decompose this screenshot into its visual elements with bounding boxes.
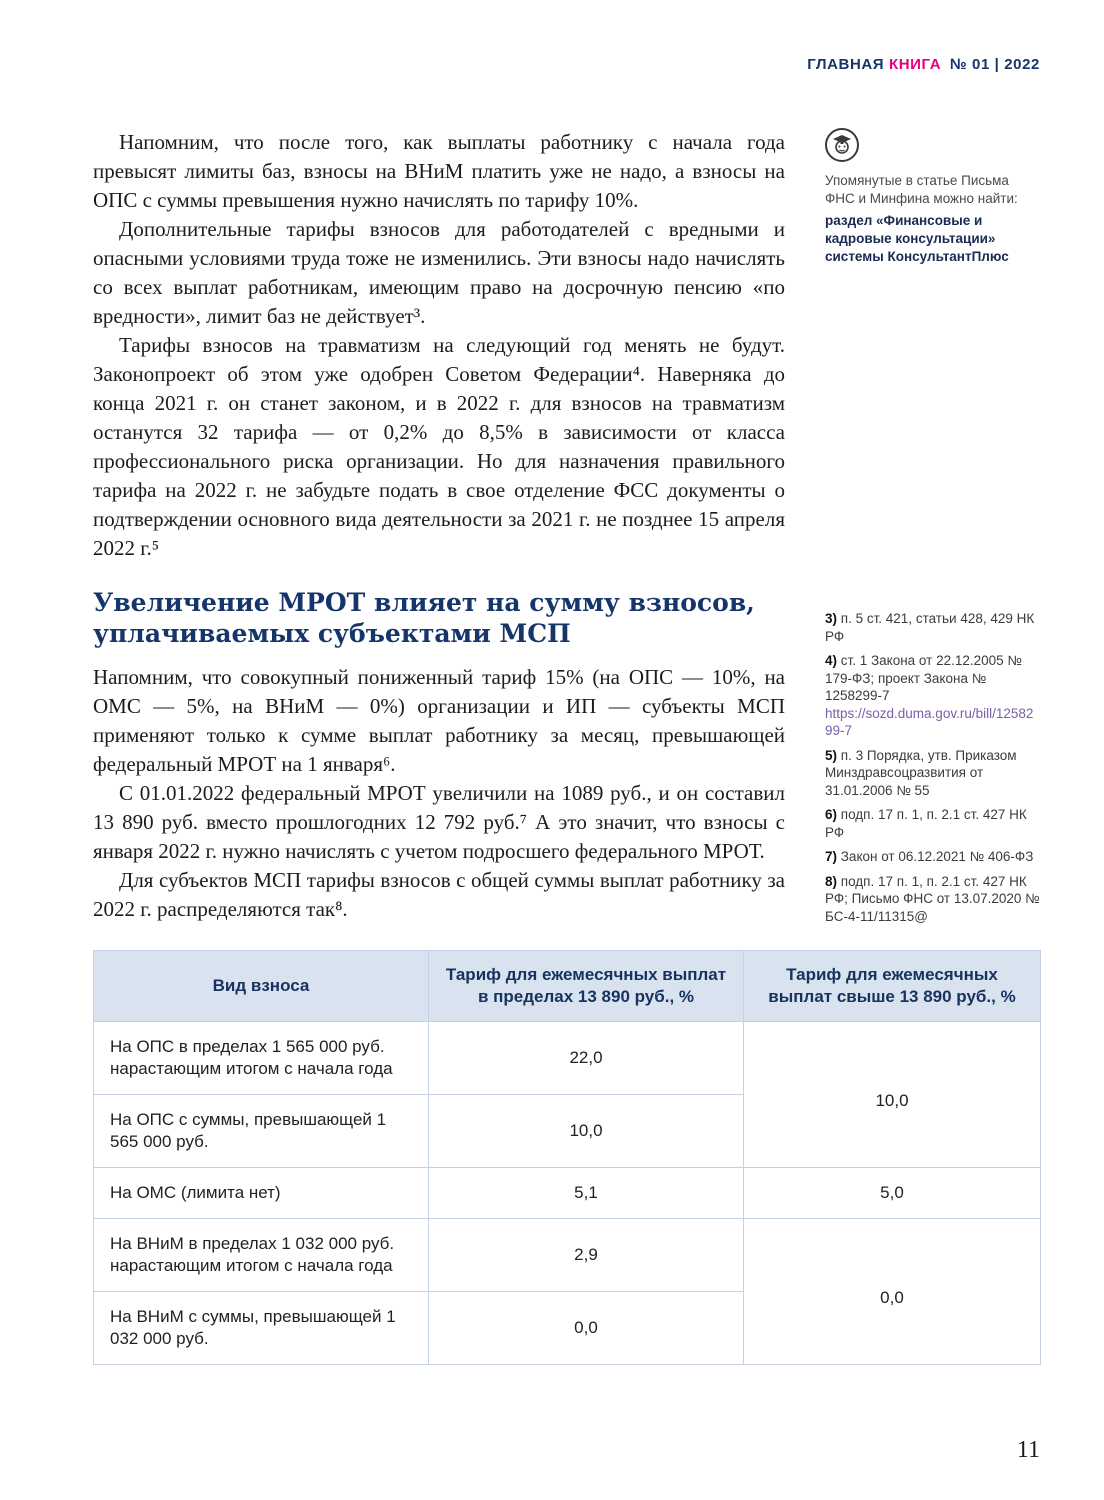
tariff-above-value: 0,0 <box>744 1219 1041 1365</box>
footnote-number: 3) <box>825 611 838 626</box>
footnote-6 <box>825 806 1040 841</box>
body-paragraph: Для субъектов МСП тарифы взносов с общей суммы выплат работнику за 2022 г. распределяются так⁸. <box>93 868 785 921</box>
tariff-table <box>93 950 1041 1365</box>
consultant-note <box>825 128 1040 266</box>
col-header-vid-vznosa: Вид взноса <box>94 951 429 1022</box>
footnote-7 <box>825 848 1040 866</box>
row-label: На ОПС с суммы, превышающей 1 565 000 руб. <box>94 1095 429 1168</box>
footnote-text: Закон от 06.12.2021 № 406-ФЗ <box>840 849 1034 864</box>
row-label: На ОПС в пределах 1 565 000 руб. нарастающим итогом с начала года <box>94 1022 429 1095</box>
footnote-5 <box>825 747 1040 800</box>
brand-word-glavnaya: ГЛАВНАЯ <box>807 56 885 73</box>
col-header-tariff-within: Тариф для ежемесячных выплат в пределах 13 890 руб., % <box>429 951 744 1022</box>
issue-number: № 01 | 2022 <box>949 56 1040 73</box>
table-row <box>94 1168 1041 1219</box>
article-column <box>93 128 785 928</box>
footnote-text: подп. 17 п. 1, п. 2.1 ст. 427 НК РФ <box>825 807 1027 840</box>
footnote-text: подп. 17 п. 1, п. 2.1 ст. 427 НК РФ; Письмо ФНС от 13.07.2020 № БС-4-11/11315@ <box>825 873 1040 924</box>
tariff-within-value: 22,0 <box>429 1022 744 1095</box>
body-paragraph: Дополнительные тарифы взносов для работодателей с вредными и опасными условиями труда тоже не изменились. Эти взносы надо начислять со всех выплат работникам, имеющим право на досрочную пенсию «по вредности», лимит баз не действует³. <box>93 217 785 328</box>
footnote-text: п. 3 Порядка, утв. Приказом Минздравсоцразвития от 31.01.2006 № 55 <box>825 747 1017 798</box>
footnote-text: ст. 1 Закона от 22.12.2005 № 179-ФЗ; проект Закона № 1258299-7 <box>825 653 1022 703</box>
consult-note-section: раздел «Финансовые и кадровые консультации» системы КонсультантПлюс <box>825 213 1009 264</box>
tariff-within-value: 2,9 <box>429 1219 744 1292</box>
row-label: На ВНиМ с суммы, превышающей 1 032 000 руб. <box>94 1292 429 1365</box>
footnote-number: 8) <box>825 873 838 889</box>
brand-word-kniga: КНИГА <box>888 56 942 73</box>
duma-bill-link[interactable]: https://sozd.duma.gov.ru/bill/1258299-7 <box>825 705 1034 738</box>
footnote-text: п. 5 ст. 421, статьи 428, 429 НК РФ <box>825 611 1035 644</box>
tariff-above-value: 5,0 <box>744 1168 1041 1219</box>
body-paragraph: Тарифы взносов на травматизм на следующий год менять не будут. Законопроект об этом уже одобрен Советом Федерации⁴. Наверняка до конца 2021 г. он станет законом, и в 2022 г. для взносов на травматизм останутся 32 тарифа — от 0,2% до 8,5% в зависимости от класса профессионального риска организации. Но для назначения правильного тарифа на 2022 г. не забудьте подать в свое отделение ФСС документы о подтверждении основного вида деятельности за 2021 г. не позднее 15 апреля 2022 г.⁵ <box>93 333 785 560</box>
table-row <box>94 1219 1041 1292</box>
tariff-table-wrap <box>93 950 1040 1365</box>
table-row <box>94 1022 1041 1095</box>
body-paragraph: Напомним, что совокупный пониженный тариф 15% (на ОПС — 10%, на ОМС — 5%, на ВНиМ — 0%) организации и ИП — субъекты МСП применяют только к сумме выплат работнику за месяц, превышающей федеральный МРОТ на 1 января⁶. <box>93 665 785 776</box>
footnote-3 <box>825 610 1040 645</box>
section-heading: Увеличение МРОТ влияет на сумму взносов, уплачиваемых субъектами МСП <box>93 588 755 648</box>
body-paragraph: С 01.01.2022 федеральный МРОТ увеличили на 1089 руб., и он составил 13 890 руб. вместо прошлогодних 12 792 руб.⁷ А это значит, что взносы с января 2022 г. нужно начислять с учетом подросшего федерального МРОТ. <box>93 781 785 863</box>
tariff-within-value: 10,0 <box>429 1095 744 1168</box>
footnote-number: 7) <box>825 849 838 864</box>
row-label: На ВНиМ в пределах 1 032 000 руб. нарастающим итогом с начала года <box>94 1219 429 1292</box>
row-label: На ОМС (лимита нет) <box>94 1168 429 1219</box>
footnote-number: 5) <box>825 747 838 763</box>
consult-note-intro: Упомянутые в статье Письма ФНС и Минфина можно найти: <box>825 173 1018 206</box>
col-header-tariff-above: Тариф для ежемесячных выплат свыше 13 890 руб., % <box>744 951 1041 1022</box>
content-columns <box>93 128 1040 928</box>
sidebar-column <box>825 128 1040 928</box>
consultant-professor-icon <box>825 128 859 162</box>
tariff-within-value: 0,0 <box>429 1292 744 1365</box>
footnote-number: 6) <box>825 807 838 822</box>
professor-face-icon <box>830 133 854 157</box>
footnote-8 <box>825 873 1040 926</box>
body-paragraph: Напомним, что после того, как выплаты работнику с начала года превысят лимиты баз, взносы на ВНиМ платить уже не надо, а взносы на ОПС с суммы превышения нужно начислять по тарифу 10%. <box>93 130 785 212</box>
tariff-above-value: 10,0 <box>744 1022 1041 1168</box>
footnotes-block <box>825 610 1040 932</box>
footnote-number: 4) <box>825 653 838 668</box>
table-header-row <box>94 951 1041 1022</box>
footnote-4 <box>825 652 1040 740</box>
masthead <box>807 56 1040 73</box>
tariff-within-value: 5,1 <box>429 1168 744 1219</box>
page-number: 11 <box>1016 1437 1040 1463</box>
